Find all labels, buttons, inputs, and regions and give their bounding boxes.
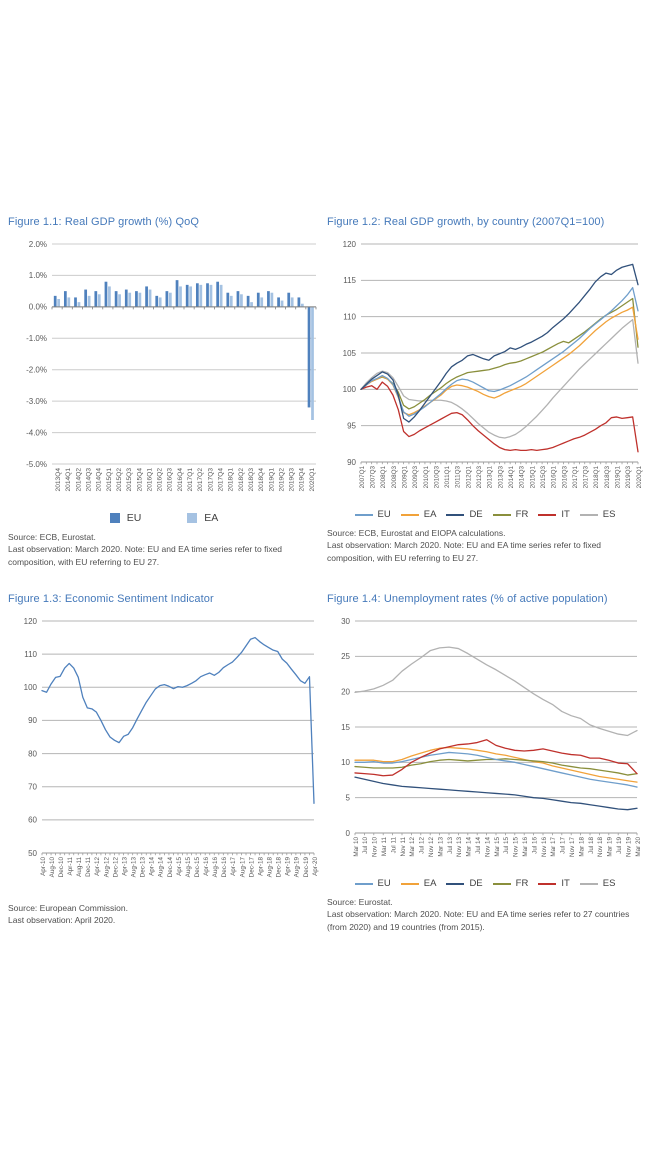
svg-text:120: 120	[342, 239, 356, 249]
legend-item	[580, 509, 616, 520]
svg-text:Apr-10: Apr-10	[39, 857, 47, 876]
legend-label: FR	[515, 509, 529, 520]
svg-text:2014Q4: 2014Q4	[95, 468, 103, 492]
svg-text:2017Q3: 2017Q3	[582, 466, 590, 489]
svg-text:Dec-12: Dec-12	[112, 857, 120, 878]
svg-text:Nov 12: Nov 12	[428, 837, 436, 857]
svg-text:2011Q3: 2011Q3	[454, 466, 462, 488]
figure-1-2-title: Figure 1.2: Real GDP growth, by country (2007Q1=100)	[327, 216, 605, 228]
chart-legend	[327, 509, 643, 520]
legend-swatch	[580, 883, 598, 885]
legend-item	[493, 509, 529, 520]
svg-text:Apr-18: Apr-18	[257, 857, 265, 876]
legend-item	[401, 878, 437, 889]
svg-text:5: 5	[345, 793, 350, 803]
legend-item	[187, 512, 218, 524]
svg-text:2010Q1: 2010Q1	[422, 466, 430, 489]
economic-sentiment-line-chart	[8, 611, 320, 895]
svg-text:2015Q4: 2015Q4	[136, 468, 144, 492]
svg-text:Nov 15: Nov 15	[512, 837, 520, 857]
legend-swatch	[446, 883, 464, 885]
legend-swatch	[187, 513, 197, 523]
svg-text:2011Q1: 2011Q1	[444, 466, 452, 488]
svg-text:Aug-13: Aug-13	[130, 857, 138, 878]
svg-text:-4.0%: -4.0%	[26, 428, 47, 438]
svg-text:Aug-18: Aug-18	[266, 857, 274, 878]
svg-text:2014Q3: 2014Q3	[85, 468, 93, 492]
svg-text:2019Q1: 2019Q1	[268, 468, 276, 492]
svg-text:2019Q3: 2019Q3	[288, 468, 296, 492]
svg-text:2016Q3: 2016Q3	[166, 468, 174, 492]
svg-text:2.0%: 2.0%	[28, 239, 47, 249]
svg-text:2008Q1: 2008Q1	[380, 466, 388, 489]
svg-text:95: 95	[347, 421, 356, 431]
svg-text:Nov 11: Nov 11	[399, 837, 407, 857]
svg-text:90: 90	[28, 716, 37, 726]
legend-label: IT	[561, 878, 570, 889]
legend-label: EA	[423, 878, 437, 889]
svg-text:70: 70	[28, 782, 37, 792]
source-note	[8, 902, 320, 927]
svg-text:Jul 17: Jul 17	[559, 837, 567, 854]
svg-text:Nov 16: Nov 16	[540, 837, 548, 857]
svg-text:2015Q2: 2015Q2	[115, 468, 123, 492]
svg-text:2015Q3: 2015Q3	[126, 468, 134, 492]
svg-text:2009Q3: 2009Q3	[412, 466, 420, 489]
svg-text:100: 100	[23, 683, 37, 693]
svg-text:Apr-16: Apr-16	[203, 857, 211, 876]
svg-text:2017Q3: 2017Q3	[207, 468, 215, 492]
svg-text:Mar 12: Mar 12	[409, 837, 417, 857]
svg-text:2018Q4: 2018Q4	[258, 468, 266, 492]
svg-text:Dec-14: Dec-14	[166, 857, 174, 878]
svg-text:15: 15	[341, 722, 350, 732]
svg-text:Aug-14: Aug-14	[157, 857, 165, 878]
svg-text:Mar 18: Mar 18	[578, 837, 586, 857]
legend-item	[446, 509, 482, 520]
svg-text:50: 50	[28, 848, 37, 858]
svg-text:Jul 15: Jul 15	[503, 837, 511, 854]
legend-item	[355, 878, 391, 889]
source-line: Source: ECB, Eurostat and EIOPA calculations.	[327, 528, 506, 538]
legend-item	[446, 878, 482, 889]
note-line: Last observation: March 2020. Note: EU and EA time series refer to 27 countries (from 2020) and 19 countries (from 2015).	[327, 909, 630, 932]
legend-item	[110, 512, 142, 524]
svg-text:2020Q1: 2020Q1	[635, 466, 643, 489]
svg-text:2016Q4: 2016Q4	[176, 468, 184, 492]
svg-text:2010Q3: 2010Q3	[433, 466, 441, 489]
svg-text:Dec-17: Dec-17	[248, 857, 256, 878]
svg-text:2018Q1: 2018Q1	[227, 468, 235, 492]
legend-item	[355, 509, 391, 520]
svg-text:Jul 13: Jul 13	[446, 837, 454, 854]
legend-swatch	[355, 883, 373, 885]
svg-text:Jul 11: Jul 11	[390, 837, 398, 854]
svg-text:120: 120	[23, 616, 37, 626]
svg-text:Apr-14: Apr-14	[148, 857, 156, 876]
svg-text:Mar 11: Mar 11	[381, 837, 389, 857]
legend-label: DE	[469, 878, 483, 889]
svg-text:Mar 20: Mar 20	[634, 837, 642, 857]
legend-swatch	[110, 513, 120, 523]
chart-legend	[8, 512, 320, 524]
svg-text:2012Q1: 2012Q1	[465, 466, 473, 489]
legend-swatch	[446, 514, 464, 516]
svg-text:1.0%: 1.0%	[28, 271, 47, 281]
svg-text:Aug-11: Aug-11	[76, 857, 84, 877]
real-gdp-by-country-line-chart	[327, 234, 643, 506]
svg-text:2016Q1: 2016Q1	[550, 466, 558, 489]
svg-text:110: 110	[343, 312, 356, 322]
svg-text:Nov 10: Nov 10	[371, 837, 379, 857]
svg-text:Aug-19: Aug-19	[293, 857, 301, 878]
legend-label: ES	[602, 509, 616, 520]
note-line: Last observation: April 2020.	[8, 915, 116, 926]
svg-text:Aug-10: Aug-10	[48, 857, 56, 878]
legend-item	[538, 509, 569, 520]
legend-swatch	[580, 514, 598, 516]
svg-text:2008Q3: 2008Q3	[390, 466, 398, 489]
svg-text:Dec-11: Dec-11	[85, 857, 93, 877]
svg-text:2016Q1: 2016Q1	[146, 468, 154, 492]
chart-legend	[327, 878, 643, 889]
svg-text:Jul 10: Jul 10	[362, 837, 370, 854]
svg-text:0.0%: 0.0%	[28, 302, 47, 312]
svg-text:Dec-19: Dec-19	[302, 857, 310, 878]
legend-swatch	[493, 514, 511, 516]
svg-text:2007Q1: 2007Q1	[358, 466, 366, 489]
svg-text:Mar 15: Mar 15	[493, 837, 501, 857]
svg-text:2013Q3: 2013Q3	[497, 466, 505, 489]
svg-text:Mar 14: Mar 14	[465, 837, 473, 857]
unemployment-rates-line-chart	[327, 611, 643, 875]
svg-text:Aug-15: Aug-15	[184, 857, 192, 878]
legend-label: EU	[377, 878, 391, 889]
svg-text:Dec-18: Dec-18	[275, 857, 283, 878]
legend-label: DE	[469, 509, 483, 520]
svg-text:2018Q2: 2018Q2	[237, 468, 245, 492]
legend-item	[493, 878, 529, 889]
legend-swatch	[538, 883, 556, 885]
svg-text:2014Q1: 2014Q1	[65, 468, 73, 492]
figure-1-3	[8, 593, 320, 927]
svg-text:Apr-15: Apr-15	[175, 857, 183, 876]
svg-text:Aug-17: Aug-17	[239, 857, 247, 878]
svg-text:Jul 14: Jul 14	[475, 837, 483, 854]
source-note	[327, 896, 643, 933]
svg-text:2019Q1: 2019Q1	[614, 466, 622, 489]
svg-text:Nov 17: Nov 17	[569, 837, 577, 857]
svg-text:Mar 13: Mar 13	[437, 837, 445, 857]
real-gdp-growth-qoq-bar-chart	[8, 234, 320, 510]
svg-text:90: 90	[347, 457, 356, 467]
svg-text:-1.0%: -1.0%	[26, 334, 47, 344]
source-line: Source: European Commission.	[8, 903, 129, 913]
svg-text:2016Q3: 2016Q3	[561, 466, 569, 489]
svg-text:2015Q1: 2015Q1	[529, 466, 537, 489]
figure-1-4-title: Figure 1.4: Unemployment rates (% of active population)	[327, 593, 608, 605]
svg-text:2014Q1: 2014Q1	[507, 466, 515, 489]
legend-item	[401, 509, 437, 520]
legend-swatch	[493, 883, 511, 885]
svg-text:2019Q2: 2019Q2	[278, 468, 286, 492]
svg-text:Apr-17: Apr-17	[230, 857, 238, 876]
legend-label: EU	[377, 509, 391, 520]
figure-1-4	[327, 593, 643, 933]
svg-text:Dec-13: Dec-13	[139, 857, 147, 878]
svg-text:-5.0%: -5.0%	[26, 459, 47, 469]
svg-text:2020Q1: 2020Q1	[308, 468, 316, 492]
svg-text:2017Q4: 2017Q4	[217, 468, 225, 492]
source-note	[327, 527, 643, 564]
svg-text:Jul 12: Jul 12	[418, 837, 426, 854]
svg-text:30: 30	[341, 616, 350, 626]
figure-1-3-title: Figure 1.3: Economic Sentiment Indicator	[8, 593, 214, 605]
svg-text:Apr-13: Apr-13	[121, 857, 129, 876]
svg-text:Mar 10: Mar 10	[352, 837, 360, 857]
svg-text:Apr-12: Apr-12	[94, 857, 102, 876]
svg-text:2018Q3: 2018Q3	[247, 468, 255, 492]
svg-text:105: 105	[342, 348, 356, 358]
legend-label: FR	[515, 878, 529, 889]
legend-label: EU	[126, 512, 142, 524]
svg-text:2016Q2: 2016Q2	[156, 468, 164, 492]
svg-text:20: 20	[341, 687, 350, 697]
svg-text:Apr-19: Apr-19	[284, 857, 292, 876]
svg-text:Jul 19: Jul 19	[616, 837, 624, 854]
svg-text:2017Q2: 2017Q2	[197, 468, 205, 492]
legend-swatch	[355, 514, 373, 516]
svg-text:2012Q3: 2012Q3	[476, 466, 484, 489]
svg-text:100: 100	[342, 385, 356, 395]
svg-text:2007Q3: 2007Q3	[369, 466, 377, 489]
legend-swatch	[401, 883, 419, 885]
svg-text:2019Q3: 2019Q3	[625, 466, 633, 489]
svg-text:Aug-16: Aug-16	[212, 857, 220, 878]
source-line: Source: ECB, Eurostat.	[8, 532, 96, 542]
svg-text:Jul 16: Jul 16	[531, 837, 539, 854]
svg-text:-3.0%: -3.0%	[26, 396, 47, 406]
svg-text:2018Q3: 2018Q3	[603, 466, 611, 489]
svg-text:2015Q1: 2015Q1	[105, 468, 113, 492]
legend-item	[580, 878, 616, 889]
figure-1-1	[8, 216, 320, 568]
svg-text:Mar 19: Mar 19	[606, 837, 614, 857]
svg-text:60: 60	[28, 815, 37, 825]
svg-text:110: 110	[24, 649, 37, 659]
svg-text:Mar 17: Mar 17	[550, 837, 558, 857]
svg-text:Dec-10: Dec-10	[57, 857, 65, 878]
svg-text:Aug-12: Aug-12	[103, 857, 111, 878]
svg-text:Dec-16: Dec-16	[221, 857, 229, 878]
svg-text:2019Q4: 2019Q4	[298, 468, 306, 492]
legend-label: ES	[602, 878, 616, 889]
svg-text:80: 80	[28, 749, 37, 759]
note-line: Last observation: March 2020. Note: EU and EA time series refer to fixed composition, with EU referring to EU 27.	[8, 544, 283, 567]
svg-text:Nov 19: Nov 19	[625, 837, 633, 857]
svg-text:2018Q1: 2018Q1	[593, 466, 601, 489]
svg-text:Dec-15: Dec-15	[193, 857, 201, 878]
source-note	[8, 531, 320, 568]
legend-label: IT	[561, 509, 570, 520]
legend-item	[538, 878, 569, 889]
svg-text:Apr-20: Apr-20	[311, 857, 319, 876]
legend-label: EA	[204, 512, 219, 524]
svg-text:-2.0%: -2.0%	[26, 365, 47, 375]
svg-text:2017Q1: 2017Q1	[187, 468, 195, 492]
svg-text:Mar 16: Mar 16	[522, 837, 530, 857]
svg-text:25: 25	[341, 652, 350, 662]
note-line: Last observation: March 2020. Note: EU and EA time series refer to fixed composition, with EU referring to EU 27.	[327, 540, 602, 563]
svg-text:Nov 18: Nov 18	[597, 837, 605, 857]
legend-label: EA	[423, 509, 437, 520]
svg-text:2013Q4: 2013Q4	[55, 468, 63, 492]
svg-text:Apr-11: Apr-11	[67, 857, 75, 876]
svg-text:10: 10	[341, 758, 350, 768]
svg-text:2014Q3: 2014Q3	[518, 466, 526, 489]
svg-text:2009Q1: 2009Q1	[401, 466, 409, 489]
svg-text:2017Q1: 2017Q1	[571, 466, 579, 489]
svg-text:Nov 14: Nov 14	[484, 837, 492, 857]
svg-text:2015Q3: 2015Q3	[539, 466, 547, 489]
legend-swatch	[401, 514, 419, 516]
source-line: Source: Eurostat.	[327, 897, 393, 907]
svg-text:Jul 18: Jul 18	[587, 837, 595, 854]
svg-text:2013Q1: 2013Q1	[486, 466, 494, 489]
svg-text:Nov 13: Nov 13	[456, 837, 464, 857]
figure-1-1-title: Figure 1.1: Real GDP growth (%) QoQ	[8, 216, 199, 228]
figure-1-2	[327, 216, 643, 564]
svg-text:2014Q2: 2014Q2	[75, 468, 83, 492]
legend-swatch	[538, 514, 556, 516]
svg-text:0: 0	[345, 828, 350, 838]
svg-text:115: 115	[343, 276, 356, 286]
